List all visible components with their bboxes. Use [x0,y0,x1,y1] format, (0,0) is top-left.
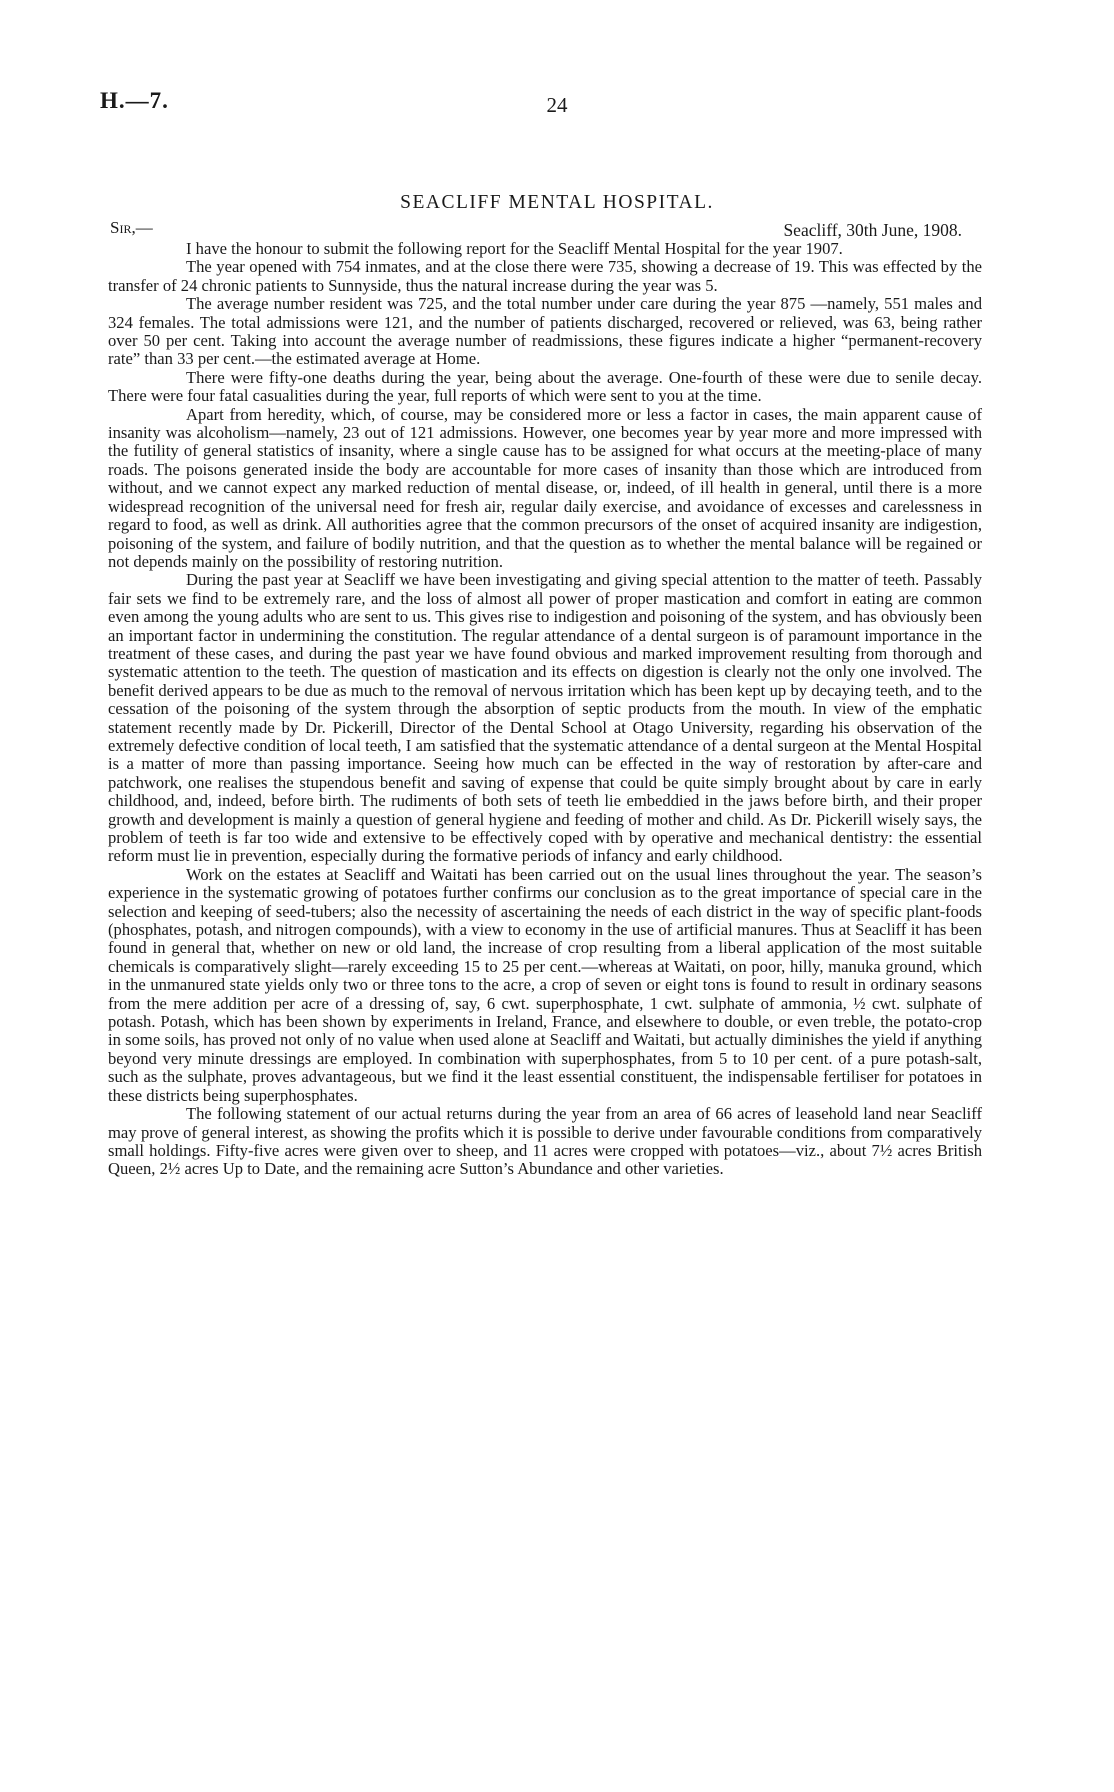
paragraph-causes-of-insanity: Apart from heredity, which, of course, may be considered more or less a factor in cases, the main apparent cause of insanity was alcoholism—namely, 23 out of 121 admissions. However, one becomes year by year more and more impressed with the futility of general statistics of insanity, where a single cause has to be assigned for what occurs at the meeting-place of many roads. The poisons generated inside the body are accountable for more cases of insanity than those which are introduced from without, and we cannot expect any marked reduction of mental disease, or, indeed, of ill health in general, until there is a more widespread recognition of the universal need for fresh air, regular daily exercise, and avoidance of excesses and carelessness in regard to food, as well as drink. All authorities agree that the common precursors of the onset of acquired insanity are indigestion, poisoning of the system, and failure of bodily nutrition, and that the question as to whether the mental balance will be regained or not depends mainly on the possibility of restoring nutrition. [108,404,982,571]
salutation: Sir,— [110,218,153,237]
paragraph-returns-statement: The following statement of our actual returns during the year from an area of 66 acres of leasehold land near Seacliff may prove of general interest, as showing the profits which it is possible to derive under favourable conditions from comparatively small holdings. Fifty-five acres were given over to sheep, and 11 acres were cropped with potatoes—viz., about 7½ acres British Queen, 2½ acres Up to Date, and the remaining acre Sutton’s Abundance and other varieties. [108,1104,982,1179]
paragraph-introduction: I have the honour to submit the following report for the Seacliff Mental Hospital for the year 1907. [186,239,843,258]
paragraph-deaths: There were fifty-one deaths during the year, being about the average. One-fourth of these were due to senile decay. There were four fatal casualities during the year, full reports of which were sent to you at the time. [108,367,982,406]
document-reference: H.—7. [100,88,169,113]
paragraph-dental-care: During the past year at Seacliff we have been investigating and giving special attention to the matter of teeth. Passably fair sets we find to be extremely rare, and the loss of almost all power of proper mastication and comfort in eating are common even among the young adults who are sent to us. This gives rise to indigestion and poisoning of the system, and has obviously been an important factor in undermining the constitution. The regular attendance of a dental surgeon is of paramount importance in the treatment of these cases, and during the past year we have found obvious and marked improvement resulting from thorough and systematic attention to the teeth. The question of mastication and its effects on digestion is clearly not the only one involved. The benefit derived appears to be due as much to the removal of nervous irritation which has been kept up by decaying teeth, and to the cessation of the poisoning of the system through the absorption of septic products from the mouth. In view of the emphatic statement recently made by Dr. Pickerill, Director of the Dental School at Otago University, regarding his observation of the extremely defective condition of local teeth, I am satisfied that the systematic attendance of a dental surgeon at the Mental Hospital is a matter of more than passing importance. Seeing how much can be effected in the way of restoration by after-care and patchwork, one realises the stupendous benefit and saving of expense that could be quite simply brought about by care in early childhood, and, indeed, before birth. The rudiments of both sets of teeth lie embeddied in the jaws before birth, and their proper growth and development is mainly a question of general hygiene and feeding of mother and child. As Dr. Pickerill wisely says, the problem of teeth is far too wide and extensive to be effectively coped with by operative and mechanical dentistry: the essential reform must lie in prevention, especially during the formative periods of infancy and early childhood. [108,570,982,866]
paragraph-admissions: The average number resident was 725, and the total number under care during the year 875 —namely, 551 males and 324 females. The total admissions were 121, and the number of patients discharged, recovered or relieved, was 63, being rather over 50 per cent. Taking into account the average number of readmissions, these figures indicate a higher “permanent-recovery rate” than 33 per cent.—the estimated average at Home. [108,294,982,369]
report-body [108,240,982,1179]
page-number: 24 [546,93,568,117]
paragraph-inmates: The year opened with 754 inmates, and at the close there were 735, showing a decrease of 19. This was effected by the transfer of 24 chronic patients to Sunnyside, thus the natural increase during the year was 5. [108,257,982,295]
paragraph-estate-work: Work on the estates at Seacliff and Waitati has been carried out on the usual lines throughout the year. The season’s experience in the systematic growing of potatoes further confirms our conclusion as to the great importance of special care in the selection and keeping of seed-tubers; also the necessity of ascertaining the needs of each district in the way of specific plant-foods (phosphates, potash, and nitrogen compounds), with a view to economy in the use of artificial manures. Thus at Seacliff it has been found in general that, whether on new or old land, the increase of crop resulting from a liberal application of the most suitable chemicals is comparatively slight—rarely exceeding 15 to 25 per cent.—whereas at Waitati, on poor, hilly, manuka ground, which in the unmanured state yields only two or three tons to the acre, a crop of seven or eight tons is found to result in ordinary seasons from the mere addition per acre of a dressing of, say, 6 cwt. superphosphate, 1 cwt. sulphate of ammonia, ½ cwt. sulphate of potash. Potash, which has been shown by experiments in Ireland, France, and elsewhere to double, or even treble, the potato-crop in some soils, has proved not only of no value when used alone at Seacliff and Waitati, but actually diminishes the yield if anything beyond very minute dressings are employed. In combination with superphosphates, from 5 to 10 per cent. of a pure potash-salt, such as the sulphate, proves advantageous, but we find it the least essential constituent, the indispensable fertiliser for potatoes in these districts being superphosphates. [108,864,982,1105]
dateline: Seacliff, 30th June, 1908. [783,220,962,240]
report-title: SEACLIFF MENTAL HOSPITAL. [400,192,714,213]
